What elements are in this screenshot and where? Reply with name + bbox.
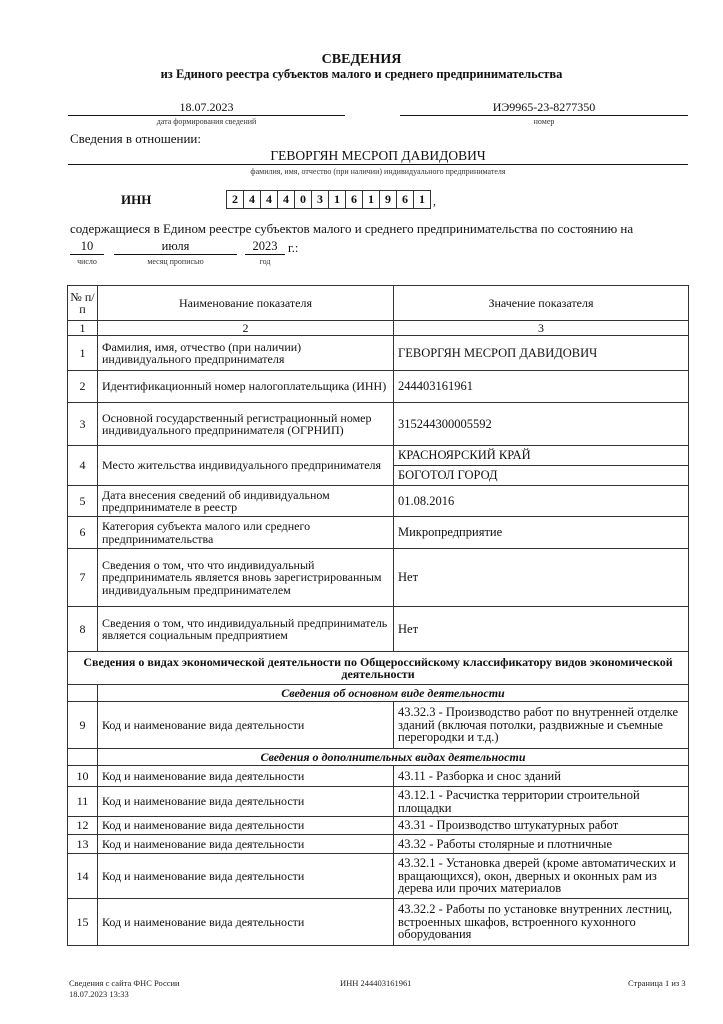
indicator-name: Код и наименование вида деятельности <box>98 787 394 817</box>
table-row <box>68 787 689 817</box>
value-line: Нет <box>398 621 419 636</box>
state-month-caption: месяц прописью <box>147 257 204 266</box>
table-row <box>68 702 689 749</box>
indicator-name: Сведения о том, что индивидуальный предприниматель является социальным предприятием <box>98 607 394 652</box>
header-value: Значение показателя <box>394 286 689 321</box>
row-number: 8 <box>68 607 98 652</box>
indicator-name: Фамилия, имя, отчество (при наличии) индивидуального предпринимателя <box>98 336 394 371</box>
indicator-value <box>394 517 689 549</box>
document-title: СВЕДЕНИЯ <box>321 52 402 67</box>
value-line: 43.11 - Разборка и снос зданий <box>398 768 561 783</box>
table-row <box>68 517 689 549</box>
table-row <box>68 403 689 446</box>
column-number: 3 <box>394 321 689 336</box>
indicator-name: Код и наименование вида деятельности <box>98 854 394 899</box>
section-header-row <box>68 652 689 685</box>
inn-digit: 6 <box>346 191 363 208</box>
indicator-value <box>394 702 689 749</box>
indicator-value <box>394 817 689 835</box>
indicator-name: Код и наименование вида деятельности <box>98 835 394 854</box>
row-number: 7 <box>68 549 98 607</box>
state-year-caption: год <box>259 257 271 266</box>
subsection-header-row <box>68 685 689 702</box>
value-line: Микропредприятие <box>398 525 503 540</box>
header-number: № п/п <box>68 286 98 321</box>
value-line: 315244300005592 <box>398 416 492 431</box>
value-line: 01.08.2016 <box>398 493 455 508</box>
row-number: 11 <box>68 787 98 817</box>
indicator-name: Сведения о том, что что индивидуальный предприниматель является вновь зарегистрированным индивидуальным предпринимателем <box>98 549 394 607</box>
formation-date: 18.07.2023 <box>68 100 345 116</box>
inn-label: ИНН <box>121 192 152 207</box>
table-header-row <box>68 286 689 321</box>
row-number: 3 <box>68 403 98 446</box>
row-number: 5 <box>68 486 98 517</box>
table-row <box>68 486 689 517</box>
inn-digit: 6 <box>397 191 414 208</box>
row-number: 15 <box>68 899 98 946</box>
section-title: Сведения о видах экономической деятельности по Общероссийскому классификатору видов экономической деятельности <box>68 652 689 685</box>
indicator-value <box>394 446 689 486</box>
value-line: БОГОТОЛ ГОРОД <box>398 468 498 482</box>
table-row <box>68 766 689 787</box>
value-line: Нет <box>398 570 419 585</box>
column-numbers-row <box>68 321 689 336</box>
indicator-name: Код и наименование вида деятельности <box>98 766 394 787</box>
footer-page-number: Страница 1 из 3 <box>628 978 686 988</box>
indicator-name: Место жительства индивидуального предпринимателя <box>98 446 394 486</box>
indicator-value <box>394 607 689 652</box>
indicator-value <box>394 486 689 517</box>
row-number: 10 <box>68 766 98 787</box>
inn-digit: 4 <box>278 191 295 208</box>
footer-source: Сведения с сайта ФНС России <box>69 978 180 988</box>
value-line: 43.31 - Производство штукатурных работ <box>398 818 619 833</box>
table-row <box>68 371 689 403</box>
column-number: 1 <box>68 321 98 336</box>
indicator-name: Дата внесения сведений об индивидуальном предпринимателе в реестр <box>98 486 394 517</box>
inn-digit: 3 <box>312 191 329 208</box>
inn-digit: 4 <box>261 191 278 208</box>
value-line: 43.32.3 - Производство работ по внутренней отделке зданий (включая потолки, раздвижные и съемные перегородки и т.д.) <box>398 705 679 745</box>
empty-cell <box>68 749 98 766</box>
inn-digit: 1 <box>419 192 425 206</box>
indicator-value <box>394 835 689 854</box>
indicator-name: Код и наименование вида деятельности <box>98 702 394 749</box>
inn-digit: 4 <box>244 191 261 208</box>
table-row <box>68 336 689 371</box>
table-row <box>68 549 689 607</box>
indicator-value <box>394 854 689 899</box>
footer-timestamp: 18.07.2023 13:33 <box>69 989 129 999</box>
column-number: 2 <box>98 321 394 336</box>
row-number: 2 <box>68 371 98 403</box>
inn-comma: , <box>433 194 436 208</box>
indicator-name: Основной государственный регистрационный номер индивидуального предпринимателя (ОГРНИП) <box>98 403 394 446</box>
registry-table <box>67 285 689 946</box>
footer-inn: ИНН 244403161961 <box>340 978 412 988</box>
inn-digit: 1 <box>329 191 346 208</box>
subsection-header-row <box>68 749 689 766</box>
table-row <box>68 835 689 854</box>
table-row <box>68 899 689 946</box>
state-year: 2023 <box>245 239 285 255</box>
inn-digit: 2 <box>227 191 244 208</box>
indicator-name: Идентификационный номер налогоплательщика (ИНН) <box>98 371 394 403</box>
state-day-caption: число <box>77 257 97 266</box>
inn-digit: 9 <box>380 191 397 208</box>
indicator-value <box>394 549 689 607</box>
row-number: 12 <box>68 817 98 835</box>
row-number: 14 <box>68 854 98 899</box>
value-line: 43.32 - Работы столярные и плотничные <box>398 836 612 851</box>
document-number: ИЭ9965-23-8277350 <box>400 100 688 116</box>
row-number: 9 <box>68 702 98 749</box>
value-line: 43.12.1 - Расчистка территории строительной площадки <box>398 788 640 815</box>
document-subtitle: из Единого реестра субъектов малого и среднего предпринимательства <box>160 67 563 81</box>
state-month: июля <box>114 239 237 255</box>
value-line: 244403161961 <box>398 379 473 394</box>
indicator-value <box>394 371 689 403</box>
indicator-name: Категория субъекта малого или среднего предпринимательства <box>98 517 394 549</box>
value-line: 43.32.2 - Работы по установке внутренних лестниц, встроенных шкафов, встроенного кухонного оборудования <box>398 902 673 942</box>
value-line: ГЕВОРГЯН МЕСРОП ДАВИДОВИЧ <box>398 345 598 360</box>
header-indicator: Наименование показателя <box>98 286 394 321</box>
indicator-value <box>394 766 689 787</box>
indicator-value <box>394 336 689 371</box>
inn-digit-boxes <box>226 190 431 209</box>
document-number-caption: номер <box>533 117 555 126</box>
row-number: 4 <box>68 446 98 486</box>
regarding-label: Сведения в отношении: <box>70 131 201 146</box>
contained-text: содержащиеся в Едином реестре субъектов малого и среднего предпринимательства по состоянию на <box>70 221 634 236</box>
value-line: КРАСНОЯРСКИЙ КРАЙ <box>394 446 688 466</box>
entrepreneur-name: ГЕВОРГЯН МЕСРОП ДАВИДОВИЧ <box>68 148 688 165</box>
empty-cell <box>68 685 98 702</box>
state-day: 10 <box>70 239 104 255</box>
indicator-value <box>394 403 689 446</box>
formation-date-caption: дата формирования сведений <box>156 117 257 126</box>
row-number: 13 <box>68 835 98 854</box>
subsection-title: Сведения об основном виде деятельности <box>98 685 689 702</box>
entrepreneur-name-caption: фамилия, имя, отчество (при наличии) индивидуального предпринимателя <box>250 167 506 176</box>
table-row <box>68 817 689 835</box>
table-row <box>68 607 689 652</box>
indicator-name: Код и наименование вида деятельности <box>98 899 394 946</box>
table-row <box>68 446 689 486</box>
value-line: 43.32.1 - Установка дверей (кроме автоматических и вращающихся), окон, дверных и оконных рам из дерева или прочих материалов <box>398 856 676 896</box>
inn-digit: 1 <box>363 191 380 208</box>
row-number: 6 <box>68 517 98 549</box>
year-suffix: г.: <box>288 241 299 255</box>
indicator-value <box>394 899 689 946</box>
subsection-title: Сведения о дополнительных видах деятельности <box>98 749 689 766</box>
row-number: 1 <box>68 336 98 371</box>
table-row <box>68 854 689 899</box>
indicator-name: Код и наименование вида деятельности <box>98 817 394 835</box>
inn-digit: 0 <box>295 191 312 208</box>
indicator-value <box>394 787 689 817</box>
